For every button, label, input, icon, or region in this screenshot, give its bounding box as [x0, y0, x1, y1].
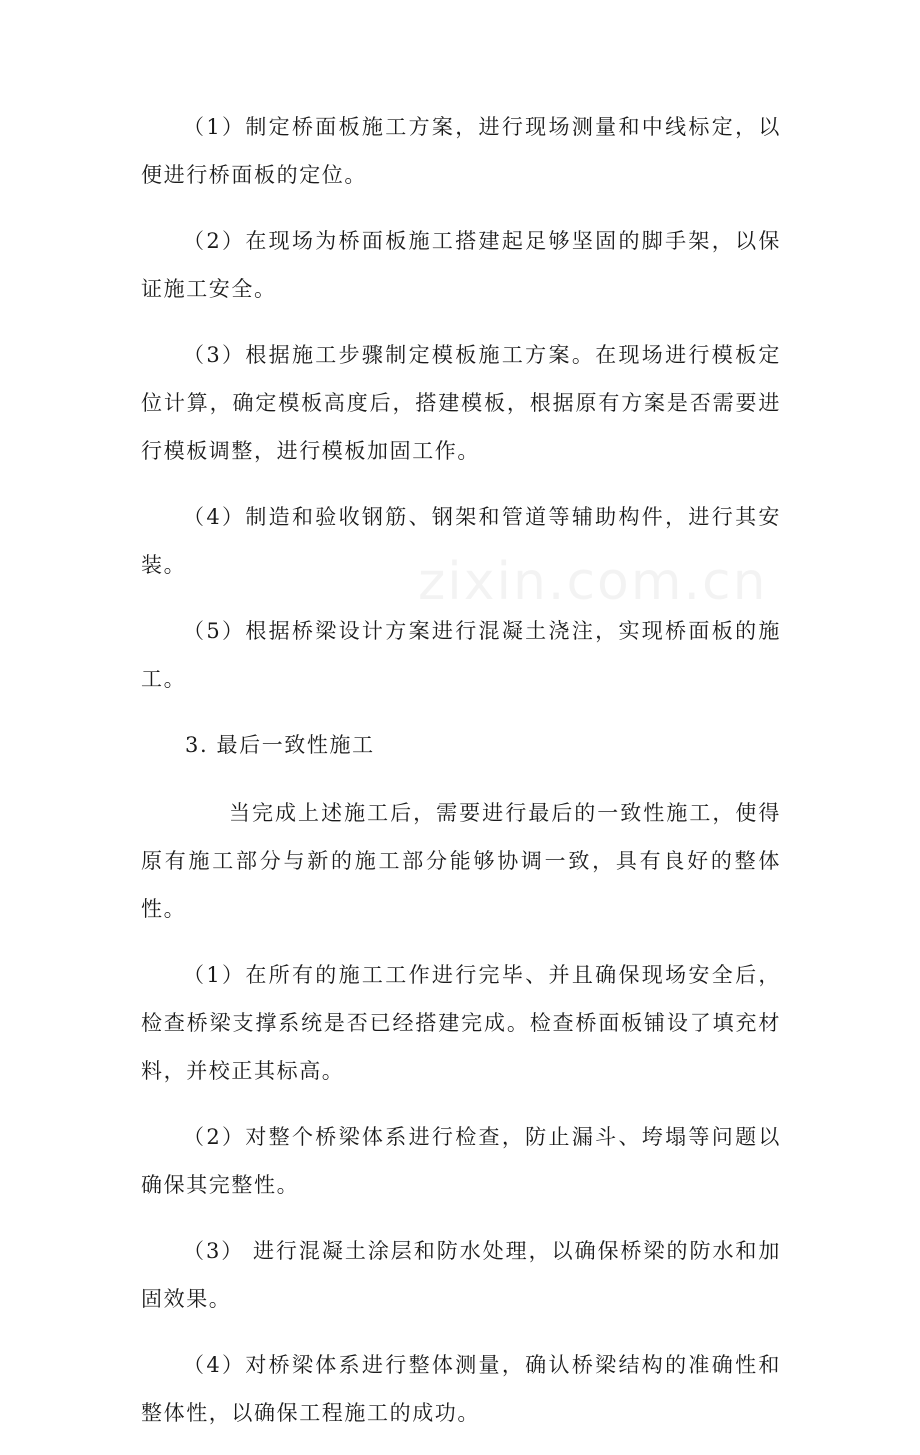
paragraph-item-3: （3）根据施工步骤制定模板施工方案。在现场进行模板定位计算，确定模板高度后，搭建模板，根据原有方案是否需要进行模板调整，进行模板加固工作。	[141, 343, 781, 463]
paragraph-item-4: （4）制造和验收钢筋、钢架和管道等辅助构件，进行其安装。	[141, 505, 781, 577]
paragraph-item-5: （5）根据桥梁设计方案进行混凝土浇注，实现桥面板的施工。	[141, 619, 781, 691]
paragraph-item-7: （2）对整个桥梁体系进行检查，防止漏斗、垮塌等问题以确保其完整性。	[141, 1125, 781, 1197]
paragraph-item-2: （2）在现场为桥面板施工搭建起足够坚固的脚手架，以保证施工安全。	[141, 229, 781, 301]
document-body	[141, 103, 781, 1455]
paragraph-item-9: （4）对桥梁体系进行整体测量，确认桥梁结构的准确性和整体性，以确保工程施工的成功。	[141, 1353, 781, 1425]
paragraph-item-8: （3） 进行混凝土涂层和防水处理，以确保桥梁的防水和加固效果。	[141, 1239, 781, 1311]
section-intro: 当完成上述施工后，需要进行最后的一致性施工，使得原有施工部分与新的施工部分能够协调一致，具有良好的整体性。	[141, 801, 781, 921]
paragraph-item-6: （1）在所有的施工工作进行完毕、并且确保现场安全后，检查桥梁支撑系统是否已经搭建完成。检查桥面板铺设了填充材料，并校正其标高。	[141, 963, 781, 1083]
section-heading: 3. 最后一致性施工	[185, 733, 375, 757]
paragraph-item-1: （1）制定桥面板施工方案，进行现场测量和中线标定，以便进行桥面板的定位。	[141, 115, 781, 187]
